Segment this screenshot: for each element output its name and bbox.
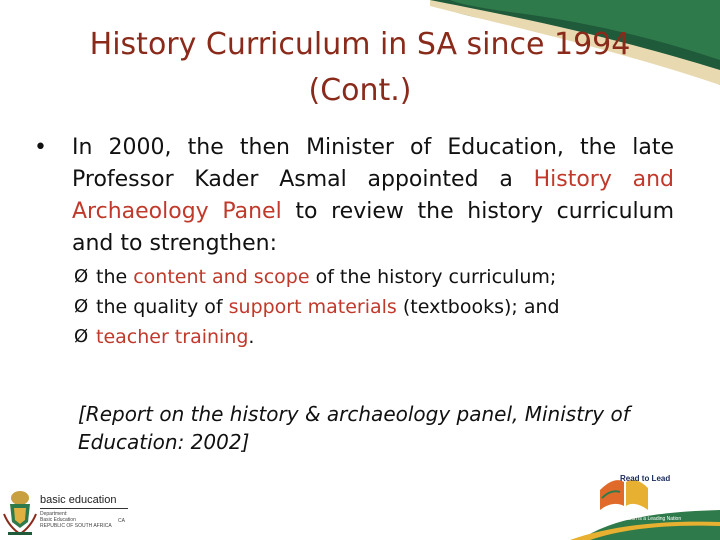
sub-bullet-list <box>74 262 684 352</box>
sub-item-post: (textbooks); and <box>396 296 560 318</box>
department-line2: Basic Education <box>40 517 76 523</box>
department-line3: REPUBLIC OF SOUTH AFRICA <box>40 523 112 529</box>
bullet-text <box>72 132 674 260</box>
sub-item-highlight: content and scope <box>133 266 310 288</box>
sub-item-highlight: support materials <box>228 296 397 318</box>
department-logo <box>0 480 140 540</box>
book-swoosh-icon <box>540 460 720 540</box>
department-ca-mark: CA <box>118 518 125 524</box>
department-logo-text <box>40 494 130 529</box>
arrow-bullet-icon: Ø <box>74 296 89 317</box>
sub-item-post: . <box>248 326 255 348</box>
sub-bullet-item <box>74 262 684 292</box>
read-to-lead-title: Read to Lead <box>620 474 671 483</box>
slide-title-line1: History Curriculum in SA since 1994 <box>89 27 631 62</box>
sub-item-pre: the quality of <box>96 296 229 318</box>
main-bullet <box>34 132 674 260</box>
bullet-highlight: History and Archaeology Panel <box>72 167 674 224</box>
department-line1: Department: <box>40 511 68 517</box>
sub-bullet-item <box>74 292 684 322</box>
slide-title <box>40 22 680 114</box>
sub-item-pre: the <box>96 266 134 288</box>
read-to-lead-logo <box>540 460 720 540</box>
sub-bullet-item <box>74 322 684 352</box>
slide-title-line2: (Cont.) <box>308 73 412 108</box>
arrow-bullet-icon: Ø <box>74 326 89 347</box>
department-logo-title: basic education <box>40 494 117 506</box>
citation: [Report on the history & archaeology panel, Ministry of Education: 2002] <box>78 402 630 454</box>
read-to-lead-tagline: A Reading Nation is a Leading Nation <box>598 516 682 522</box>
sub-item-highlight: teacher training <box>96 326 249 348</box>
coat-of-arms-icon <box>2 488 38 536</box>
arrow-bullet-icon: Ø <box>74 266 89 287</box>
sub-item-post: of the history curriculum; <box>309 266 557 288</box>
bullet-text-pre: In 2000, the then Minister of Education, the late Professor Kader Asmal appointed a <box>72 135 674 192</box>
bullet-dot: • <box>34 135 47 160</box>
bullet-text-post: to review the history curriculum and to strengthen: <box>72 199 674 256</box>
